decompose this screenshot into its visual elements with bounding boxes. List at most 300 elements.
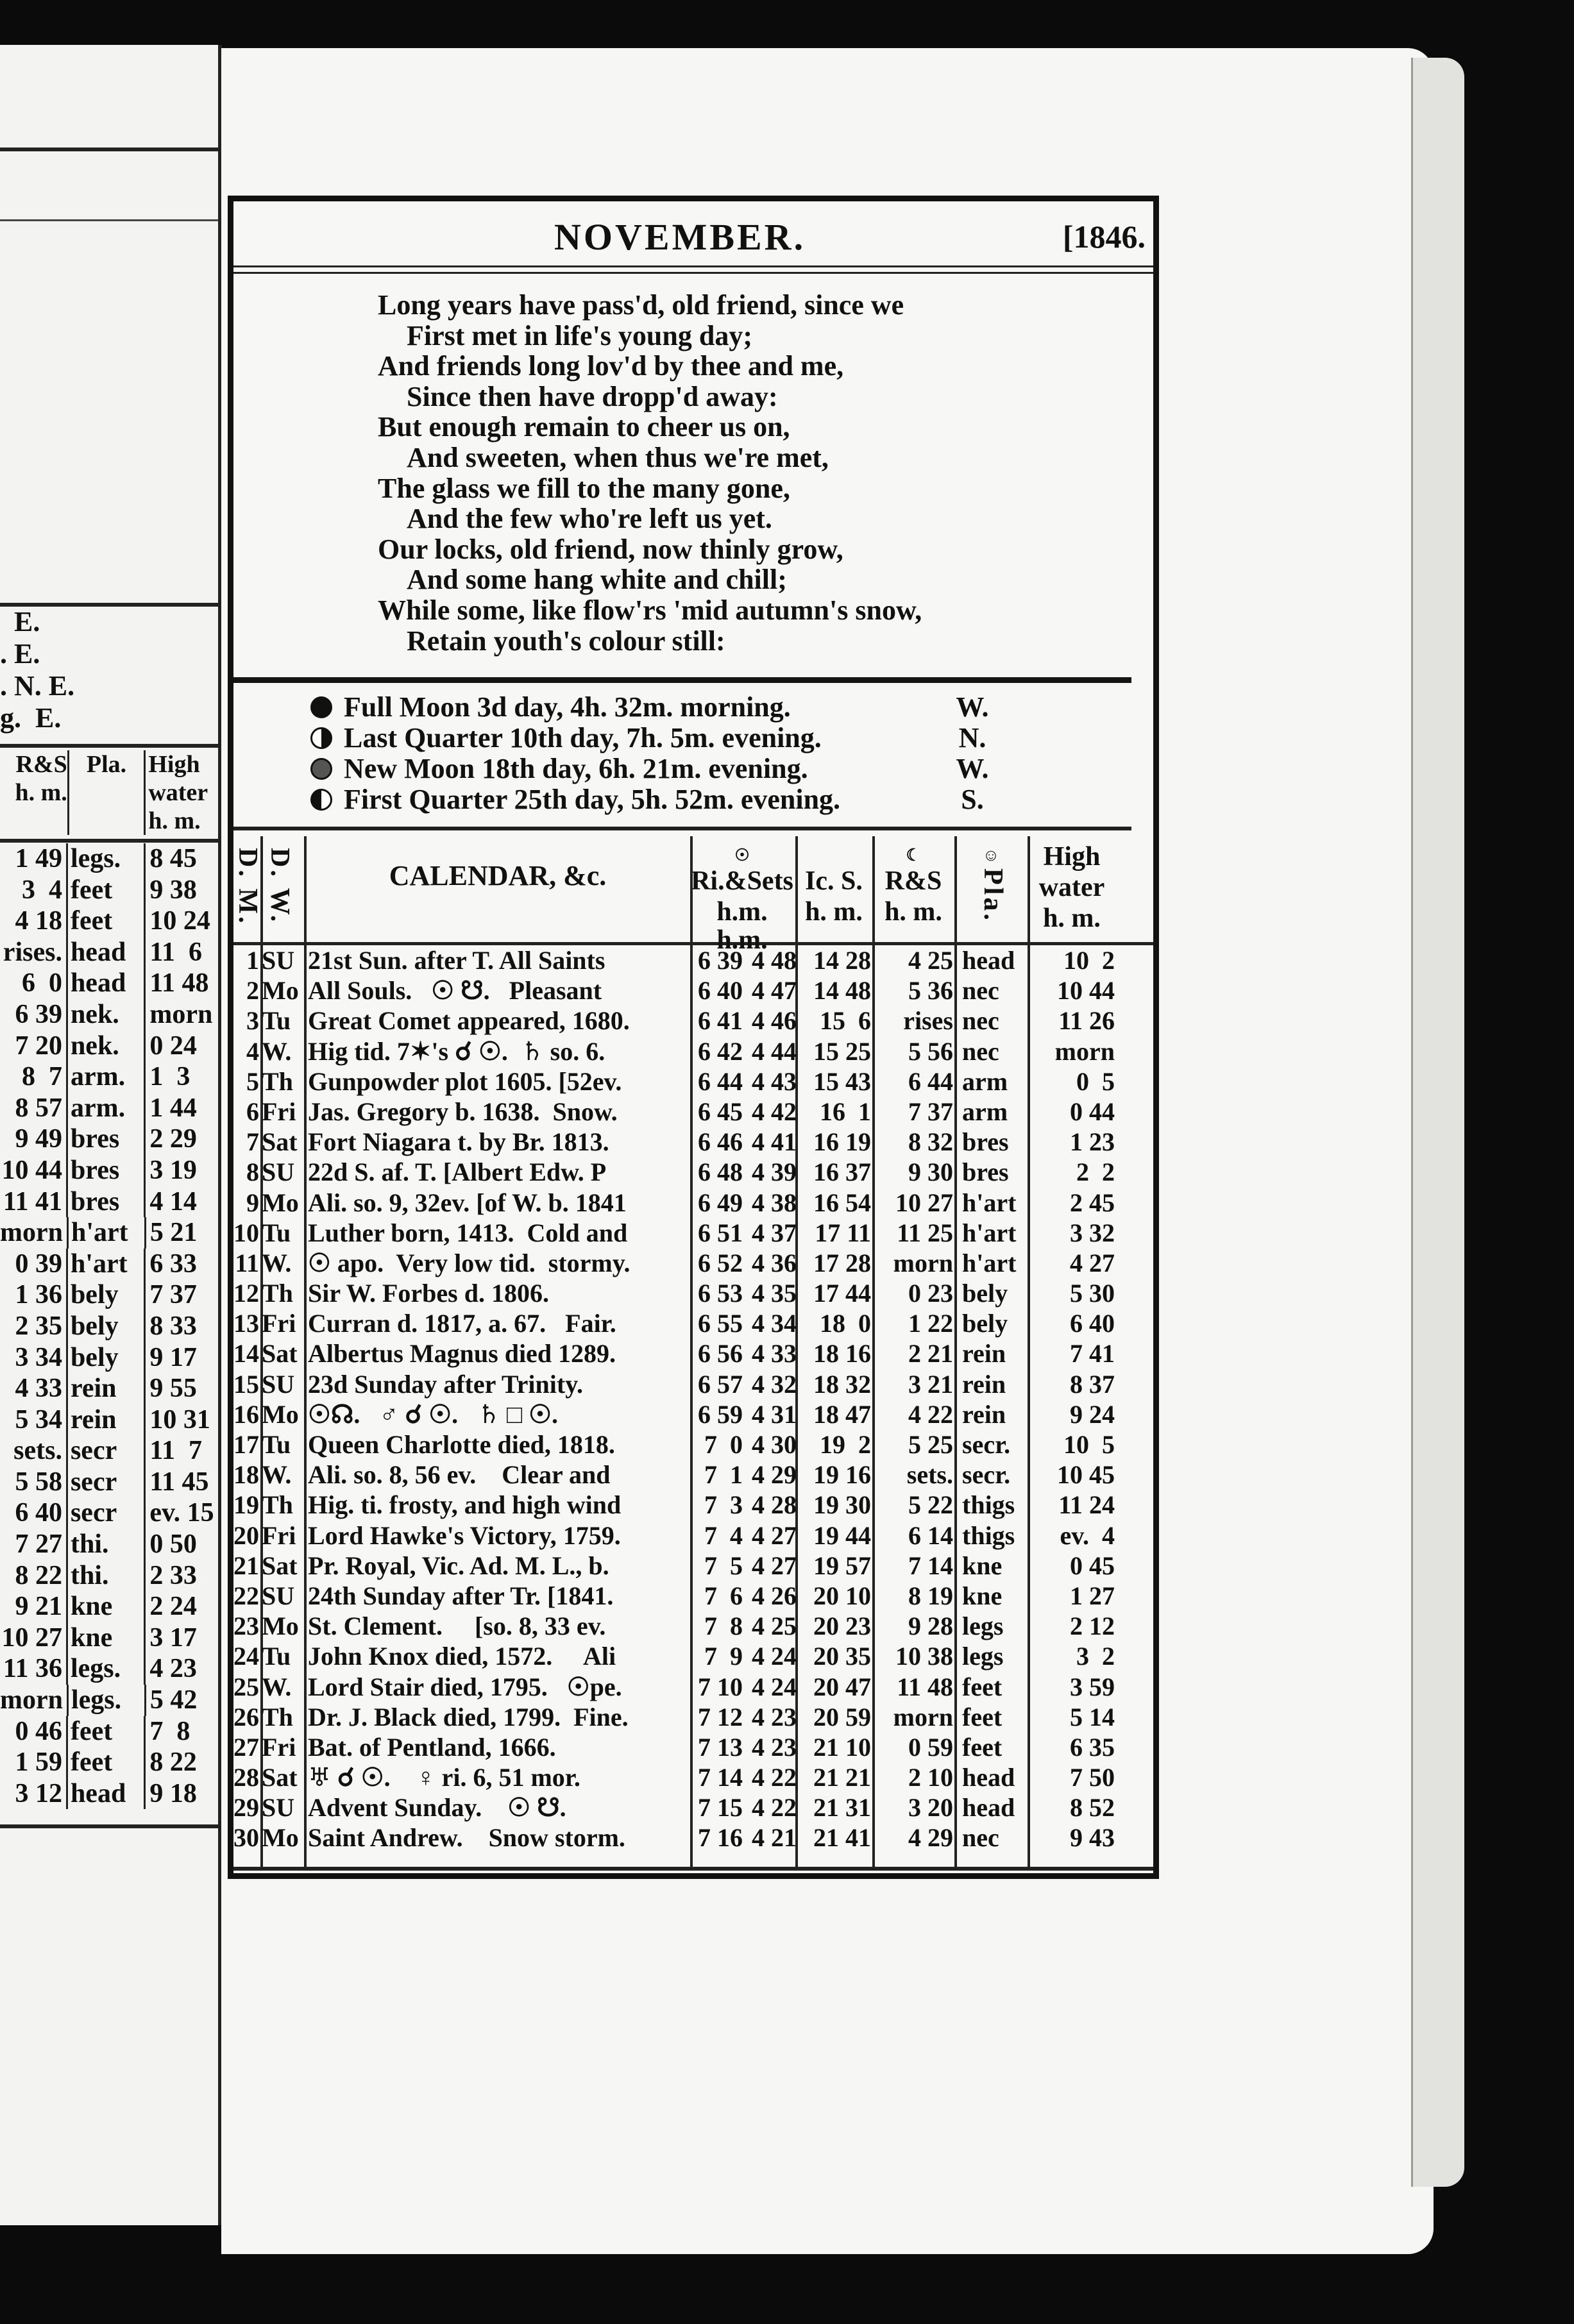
poem-line: And some hang white and chill; xyxy=(407,564,787,596)
poem-line: And friends long lov'd by thee and me, xyxy=(378,350,844,382)
left-page-cell: 10 27 xyxy=(1,1622,62,1653)
sunset: 4 27 xyxy=(752,1520,797,1550)
sun-icon: ☉ xyxy=(734,846,750,864)
left-page-cell: 1 59 xyxy=(15,1747,62,1778)
planet-sign: h'art xyxy=(962,1188,1017,1217)
moon-rise-set: sets. xyxy=(906,1460,953,1490)
sunrise: 6 52 xyxy=(698,1248,743,1277)
day-of-week: Fri xyxy=(262,1097,296,1126)
left-page-cell: 8 33 xyxy=(144,1311,218,1342)
left-page-cell: 1 49 xyxy=(15,844,62,873)
left-page-row xyxy=(0,1186,218,1218)
day-of-month: 19 xyxy=(233,1490,259,1520)
table-row xyxy=(233,1460,1153,1490)
left-page-header xyxy=(0,750,218,835)
poem xyxy=(378,290,922,656)
day-of-month: 11 xyxy=(235,1248,259,1277)
sunset: 4 24 xyxy=(752,1642,797,1671)
table-row xyxy=(233,1218,1153,1248)
left-page-cell: legs. xyxy=(67,1685,144,1716)
moon-rise-set: 11 48 xyxy=(897,1672,953,1701)
left-page-cell: head xyxy=(66,1778,144,1810)
sunset: 4 29 xyxy=(752,1460,797,1490)
calendar-entry: Pr. Royal, Vic. Ad. M. L., b. xyxy=(308,1551,609,1580)
sunset: 4 47 xyxy=(752,976,797,1006)
calendar-entry: Jas. Gregory b. 1638. Snow. xyxy=(308,1097,618,1126)
day-of-month: 27 xyxy=(233,1732,259,1762)
ics-value: 19 2 xyxy=(820,1430,871,1459)
left-page-cell: 11 45 xyxy=(144,1467,218,1498)
sunrise: 7 6 xyxy=(704,1581,743,1610)
high-water: 4 27 xyxy=(1070,1248,1115,1277)
wind-direction: W. xyxy=(956,691,989,723)
planet-sign: secr. xyxy=(962,1460,1011,1490)
day-of-week: Fri xyxy=(262,1520,296,1550)
sunset: 4 43 xyxy=(752,1066,797,1096)
planet-sign: nec xyxy=(962,976,999,1006)
left-page-cell: 6 0 xyxy=(21,968,62,998)
left-page-cell: kne xyxy=(66,1622,144,1654)
left-page-rule xyxy=(0,1824,218,1828)
calendar-entry: Curran d. 1817, a. 67. Fair. xyxy=(308,1309,616,1338)
day-of-week: Th xyxy=(262,1279,293,1308)
moon-rise-set: 8 19 xyxy=(908,1581,953,1610)
sunset: 4 22 xyxy=(752,1793,797,1823)
day-of-week: Th xyxy=(262,1490,293,1520)
moon-phase-text: Last Quarter 10th day, 7h. 5m. evening. xyxy=(344,722,822,754)
left-page-cell: 11 7 xyxy=(144,1435,218,1467)
moon-phase-text: Full Moon 3d day, 4h. 32m. morning. xyxy=(344,691,791,723)
left-page-cell: 0 50 xyxy=(144,1529,218,1560)
high-water: 7 41 xyxy=(1070,1339,1115,1368)
calendar-entry: All Souls. ☉ ☋. Pleasant xyxy=(308,976,602,1006)
high-water: 3 59 xyxy=(1070,1672,1115,1701)
high-water: 6 40 xyxy=(1070,1309,1115,1338)
planet-sign: head xyxy=(962,946,1015,975)
poem-line: The glass we fill to the many gone, xyxy=(378,472,790,504)
page-header xyxy=(233,201,1153,262)
calendar-entry: ☉☊. ♂ ☌ ☉. ♄ □ ☉. xyxy=(308,1399,558,1429)
day-of-week: Sat xyxy=(262,1127,298,1157)
calendar-rows xyxy=(233,945,1153,1853)
left-page-cell: 7 8 xyxy=(144,1716,218,1747)
ics-value: 15 6 xyxy=(820,1006,871,1036)
moon-phase-row xyxy=(310,723,1164,754)
sunset: 4 42 xyxy=(752,1097,797,1126)
day-of-week: Fri xyxy=(262,1732,296,1762)
left-page-cell: 11 6 xyxy=(144,937,218,968)
ics-value: 21 31 xyxy=(813,1793,871,1823)
day-of-month: 8 xyxy=(246,1158,259,1187)
day-of-week: SU xyxy=(262,1581,295,1610)
left-page-cell: 9 49 xyxy=(15,1124,62,1154)
full-moon-icon xyxy=(310,696,332,718)
left-page-row xyxy=(0,1342,218,1374)
left-page-row xyxy=(0,1435,218,1467)
sunrise: 6 59 xyxy=(698,1399,743,1429)
planet-sign: rein xyxy=(962,1399,1006,1429)
moon-rise-set: 3 20 xyxy=(908,1793,953,1823)
left-page-cell: 10 44 xyxy=(1,1155,62,1185)
left-page-cell: 3 34 xyxy=(15,1342,62,1372)
sunrise: 6 53 xyxy=(698,1279,743,1308)
planet-sign: feet xyxy=(962,1702,1003,1731)
high-water: 2 2 xyxy=(1076,1158,1115,1187)
ics-value: 19 44 xyxy=(813,1520,871,1550)
table-row xyxy=(233,1823,1153,1853)
calendar-entry: Hig. ti. frosty, and high wind xyxy=(308,1490,622,1520)
left-page-row xyxy=(0,1747,218,1778)
sunrise: 6 44 xyxy=(698,1066,743,1096)
left-page-cell: ev. 15 xyxy=(144,1497,218,1529)
ics-value: 16 37 xyxy=(813,1158,871,1187)
sunrise: 7 12 xyxy=(698,1702,743,1731)
high-water: 10 45 xyxy=(1057,1460,1115,1490)
left-page-cell: 5 34 xyxy=(15,1404,62,1435)
day-of-week: Mo xyxy=(262,1823,299,1853)
moon-rise-set: morn xyxy=(893,1248,953,1277)
left-page-cell: legs. xyxy=(66,1653,144,1685)
left-page-row xyxy=(0,1778,218,1810)
calendar-entry: 22d S. af. T. [Albert Edw. P xyxy=(308,1158,607,1187)
left-page-cell: arm. xyxy=(66,1061,144,1093)
table-top-rule xyxy=(233,827,1131,830)
page-edge xyxy=(1411,58,1464,2187)
left-page-row xyxy=(0,1217,218,1249)
day-of-month: 13 xyxy=(233,1309,259,1338)
left-page-cell: secr xyxy=(66,1467,144,1498)
left-page-cell: 11 48 xyxy=(144,968,218,999)
sunrise: 7 1 xyxy=(704,1460,743,1490)
wind-direction: S. xyxy=(961,784,984,815)
table-bottom-rule xyxy=(233,1867,1153,1871)
high-water: 11 26 xyxy=(1058,1006,1115,1036)
left-rs-header: R&S h. m. xyxy=(15,751,67,806)
left-page-cell: 7 37 xyxy=(144,1279,218,1311)
left-page-cell: 3 19 xyxy=(144,1155,218,1186)
sun-units: h.m. h.m. xyxy=(716,897,768,955)
calendar-entry: Advent Sunday. ☉ ☋. xyxy=(308,1793,566,1823)
moon-rise-set: 9 30 xyxy=(908,1158,953,1187)
left-page-row xyxy=(0,905,218,937)
left-page-cell: rises. xyxy=(3,937,62,967)
sunset: 4 22 xyxy=(752,1763,797,1792)
calendar-entry: 21st Sun. after T. All Saints xyxy=(308,946,605,975)
high-water: 1 23 xyxy=(1070,1127,1115,1157)
ics-value: 16 1 xyxy=(820,1097,871,1126)
table-row xyxy=(233,1551,1153,1581)
left-page-cell: 10 24 xyxy=(144,905,218,937)
moon-rise-set: 7 14 xyxy=(908,1551,953,1580)
left-page-cell: 5 58 xyxy=(15,1467,62,1497)
day-of-month: 7 xyxy=(246,1127,259,1157)
moon-phase-text: First Quarter 25th day, 5h. 52m. evening. xyxy=(344,784,841,815)
left-page-cell: thi. xyxy=(66,1560,144,1592)
poem-separator xyxy=(233,677,1131,683)
left-page-cell: 8 57 xyxy=(15,1093,62,1123)
ics-value: 18 32 xyxy=(813,1369,871,1399)
table-row xyxy=(233,1157,1153,1187)
left-page-cell: head xyxy=(66,937,144,968)
left-page-cell: 8 22 xyxy=(15,1560,62,1590)
sunset: 4 35 xyxy=(752,1279,797,1308)
moon-rise-set: 5 25 xyxy=(908,1430,953,1459)
high-water: 5 30 xyxy=(1070,1279,1115,1308)
planet-sign: bely xyxy=(962,1309,1008,1338)
ics-value: 19 57 xyxy=(813,1551,871,1580)
left-page-wind: . N. E. xyxy=(0,670,75,702)
left-page-winds xyxy=(0,606,74,734)
header-rule xyxy=(233,265,1153,267)
left-page-cell: bres xyxy=(66,1155,144,1186)
left-page-row xyxy=(0,968,218,999)
left-page-cell: 9 38 xyxy=(144,875,218,906)
high-water: ev. 4 xyxy=(1060,1520,1115,1550)
sunrise: 7 3 xyxy=(704,1490,743,1520)
table-row xyxy=(233,1308,1153,1338)
calendar-entry: Ali. so. 8, 56 ev. Clear and xyxy=(308,1460,611,1490)
left-page-cell: bely xyxy=(66,1311,144,1342)
left-page-cell: 4 18 xyxy=(15,906,62,936)
left-page-wind: . E. xyxy=(0,638,40,669)
calendar-entry: Hig tid. 7✶'s ☌ ☉. ♄ so. 6. xyxy=(308,1036,605,1066)
day-of-week: W. xyxy=(262,1460,292,1490)
sunset: 4 37 xyxy=(752,1218,797,1247)
left-page-row xyxy=(0,1279,218,1311)
high-water: 6 35 xyxy=(1070,1732,1115,1762)
wind-direction: N. xyxy=(958,722,986,754)
day-of-month: 25 xyxy=(233,1672,259,1701)
left-page-table xyxy=(0,843,218,1809)
table-row xyxy=(233,1581,1153,1611)
moon-phase-row xyxy=(310,692,1164,723)
day-of-month: 23 xyxy=(233,1612,259,1641)
table-row xyxy=(233,1702,1153,1732)
day-of-month: 14 xyxy=(233,1339,259,1368)
day-of-month: 16 xyxy=(233,1399,259,1429)
table-row xyxy=(233,1127,1153,1157)
high-water: 10 5 xyxy=(1063,1430,1115,1459)
day-of-month: 4 xyxy=(246,1036,259,1066)
left-page-cell: morn xyxy=(144,999,218,1031)
planet-sign: secr. xyxy=(962,1430,1011,1459)
table-row xyxy=(233,975,1153,1006)
day-of-week: Tu xyxy=(262,1430,291,1459)
calendar-entry: 24th Sunday after Tr. [1841. xyxy=(308,1581,614,1610)
table-row xyxy=(233,1188,1153,1218)
calendar-entry: Luther born, 1413. Cold and xyxy=(308,1218,628,1247)
day-of-month: 15 xyxy=(233,1369,259,1399)
table-row xyxy=(233,1792,1153,1823)
table-row xyxy=(233,1338,1153,1368)
ics-value: 20 35 xyxy=(813,1642,871,1671)
left-page-row xyxy=(0,1249,218,1280)
sunset: 4 48 xyxy=(752,946,797,975)
day-of-month-header: D. M. xyxy=(233,848,262,926)
left-page-row xyxy=(0,1404,218,1436)
ics-value: 18 47 xyxy=(813,1399,871,1429)
left-page-cell: rein xyxy=(66,1373,144,1404)
day-of-month: 1 xyxy=(246,946,259,975)
left-page-fragment xyxy=(0,45,222,2225)
moon-rise-set: morn xyxy=(893,1702,953,1731)
sunset: 4 24 xyxy=(752,1672,797,1701)
moon-phase-row xyxy=(310,784,1164,815)
calendar-entry: Albertus Magnus died 1289. xyxy=(308,1339,616,1368)
left-page-cell: 7 20 xyxy=(15,1031,62,1061)
sunset: 4 44 xyxy=(752,1036,797,1066)
left-page-cell: bres xyxy=(66,1186,144,1218)
planet-sign: feet xyxy=(962,1732,1003,1762)
sunset: 4 38 xyxy=(752,1188,797,1217)
calendar-entry: Saint Andrew. Snow storm. xyxy=(308,1823,625,1853)
day-of-month: 29 xyxy=(233,1793,259,1823)
sunrise: 6 51 xyxy=(698,1218,743,1247)
sunrise: 7 14 xyxy=(698,1763,743,1792)
left-page-row xyxy=(0,875,218,906)
left-page-row xyxy=(0,1373,218,1404)
moon-rise-set: 5 56 xyxy=(908,1036,953,1066)
ics-value: 21 41 xyxy=(813,1823,871,1853)
left-page-row xyxy=(0,1591,218,1622)
table-row xyxy=(233,1066,1153,1097)
planet-header: Pla. xyxy=(978,868,1008,923)
day-of-month: 26 xyxy=(233,1702,259,1731)
left-page-cell: 4 14 xyxy=(144,1186,218,1218)
left-page-row xyxy=(0,1560,218,1592)
left-page-cell: 5 42 xyxy=(144,1685,218,1716)
left-page-wind: E. xyxy=(0,606,40,637)
moon-rise-set: 11 25 xyxy=(897,1218,953,1247)
calendar-entry: Lord Hawke's Victory, 1759. xyxy=(308,1520,621,1550)
left-page-cell: 3 17 xyxy=(144,1622,218,1654)
sunrise: 7 9 xyxy=(704,1642,743,1671)
moon-rise-set: 6 14 xyxy=(908,1520,953,1550)
ics-value: 17 44 xyxy=(813,1279,871,1308)
ics-value: 17 11 xyxy=(815,1218,871,1247)
ics-value: 21 10 xyxy=(813,1732,871,1762)
left-page-row xyxy=(0,1653,218,1685)
left-page-cell: 2 35 xyxy=(15,1311,62,1341)
sunrise: 7 4 xyxy=(704,1520,743,1550)
left-page-row xyxy=(0,999,218,1031)
table-row xyxy=(233,1490,1153,1520)
left-page-cell: 0 24 xyxy=(144,1031,218,1062)
left-page-cell: 2 29 xyxy=(144,1124,218,1155)
sunrise: 7 16 xyxy=(698,1823,743,1853)
high-water: 8 37 xyxy=(1070,1369,1115,1399)
left-page-row xyxy=(0,1093,218,1124)
sunset: 4 27 xyxy=(752,1551,797,1580)
ics-value: 21 21 xyxy=(813,1763,871,1792)
sunset: 4 33 xyxy=(752,1339,797,1368)
calendar-table xyxy=(233,836,1153,1853)
ics-value: 16 54 xyxy=(813,1188,871,1217)
planet-sign: nec xyxy=(962,1036,999,1066)
left-page-cell: sets. xyxy=(13,1436,62,1466)
day-of-month: 21 xyxy=(233,1551,259,1580)
sunset: 4 36 xyxy=(752,1248,797,1277)
ics-units: h. m. xyxy=(805,897,863,927)
sunrise: 6 48 xyxy=(698,1158,743,1187)
high-water: 7 50 xyxy=(1070,1763,1115,1792)
poem-line: Long years have pass'd, old friend, since we xyxy=(378,289,904,321)
day-of-week: Sat xyxy=(262,1763,298,1792)
poem-line: But enough remain to cheer us on, xyxy=(378,411,790,443)
day-of-month: 22 xyxy=(233,1581,259,1610)
table-row xyxy=(233,1369,1153,1399)
high-water: 2 12 xyxy=(1070,1612,1115,1641)
left-page-cell: 0 46 xyxy=(15,1716,62,1746)
sunrise: 7 10 xyxy=(698,1672,743,1701)
left-page-cell: h'art xyxy=(67,1217,144,1249)
poem-line: Our locks, old friend, now thinly grow, xyxy=(378,533,843,565)
sunset: 4 23 xyxy=(752,1732,797,1762)
table-row xyxy=(233,1399,1153,1429)
last-quarter-icon xyxy=(310,727,332,749)
ics-value: 19 16 xyxy=(813,1460,871,1490)
left-page-cell: 6 40 xyxy=(15,1498,62,1528)
left-hw-header: High water h. m. xyxy=(144,750,218,835)
day-of-month: 17 xyxy=(233,1430,259,1459)
left-page-cell: morn xyxy=(0,1218,63,1248)
left-page-rule xyxy=(0,744,218,748)
poem-line: Since then have dropp'd away: xyxy=(407,380,778,412)
sunset: 4 23 xyxy=(752,1702,797,1731)
ics-value: 15 25 xyxy=(813,1036,871,1066)
planet-sign: bres xyxy=(962,1158,1009,1187)
almanac-frame xyxy=(228,196,1159,1879)
left-page-cell: 9 17 xyxy=(144,1342,218,1374)
left-page-cell: 11 41 xyxy=(3,1186,62,1217)
poem-line: Retain youth's colour still: xyxy=(407,625,725,657)
planet-sign: thigs xyxy=(962,1490,1015,1520)
day-of-month: 12 xyxy=(233,1279,259,1308)
moon-rise-set: rises xyxy=(903,1006,953,1036)
day-of-week: SU xyxy=(262,946,295,975)
left-page-cell: 8 45 xyxy=(144,843,218,875)
ics-value: 15 43 xyxy=(813,1066,871,1096)
planet-sign: head xyxy=(962,1763,1015,1792)
high-water: 2 45 xyxy=(1070,1188,1115,1217)
left-page-cell: feet xyxy=(66,1747,144,1778)
sun-rise-set-header: Ri.&Sets xyxy=(691,866,793,896)
ics-value: 16 19 xyxy=(813,1127,871,1157)
left-page-cell: secr xyxy=(66,1497,144,1529)
sunset: 4 26 xyxy=(752,1581,797,1610)
left-page-row xyxy=(0,1467,218,1498)
rs-header: R&S xyxy=(884,866,942,896)
calendar-entry: Bat. of Pentland, 1666. xyxy=(308,1732,556,1762)
calendar-entry: Dr. J. Black died, 1799. Fine. xyxy=(308,1702,629,1731)
planet-sign: feet xyxy=(962,1672,1003,1701)
left-page-row xyxy=(0,1061,218,1093)
calendar-entry: Gunpowder plot 1605. [52ev. xyxy=(308,1066,622,1096)
ics-value: 20 59 xyxy=(813,1702,871,1731)
day-of-week: SU xyxy=(262,1793,295,1823)
sunrise: 7 15 xyxy=(698,1793,743,1823)
table-row xyxy=(233,1429,1153,1460)
left-page-cell: 6 33 xyxy=(144,1249,218,1280)
left-page-wind: g. E. xyxy=(0,702,62,734)
table-row xyxy=(233,1641,1153,1671)
planet-sign: nec xyxy=(962,1006,999,1036)
sunrise: 6 49 xyxy=(698,1188,743,1217)
sunset: 4 32 xyxy=(752,1369,797,1399)
day-of-week: W. xyxy=(262,1672,292,1701)
left-page-cell: 4 33 xyxy=(15,1374,62,1404)
sunset: 4 21 xyxy=(752,1823,797,1853)
